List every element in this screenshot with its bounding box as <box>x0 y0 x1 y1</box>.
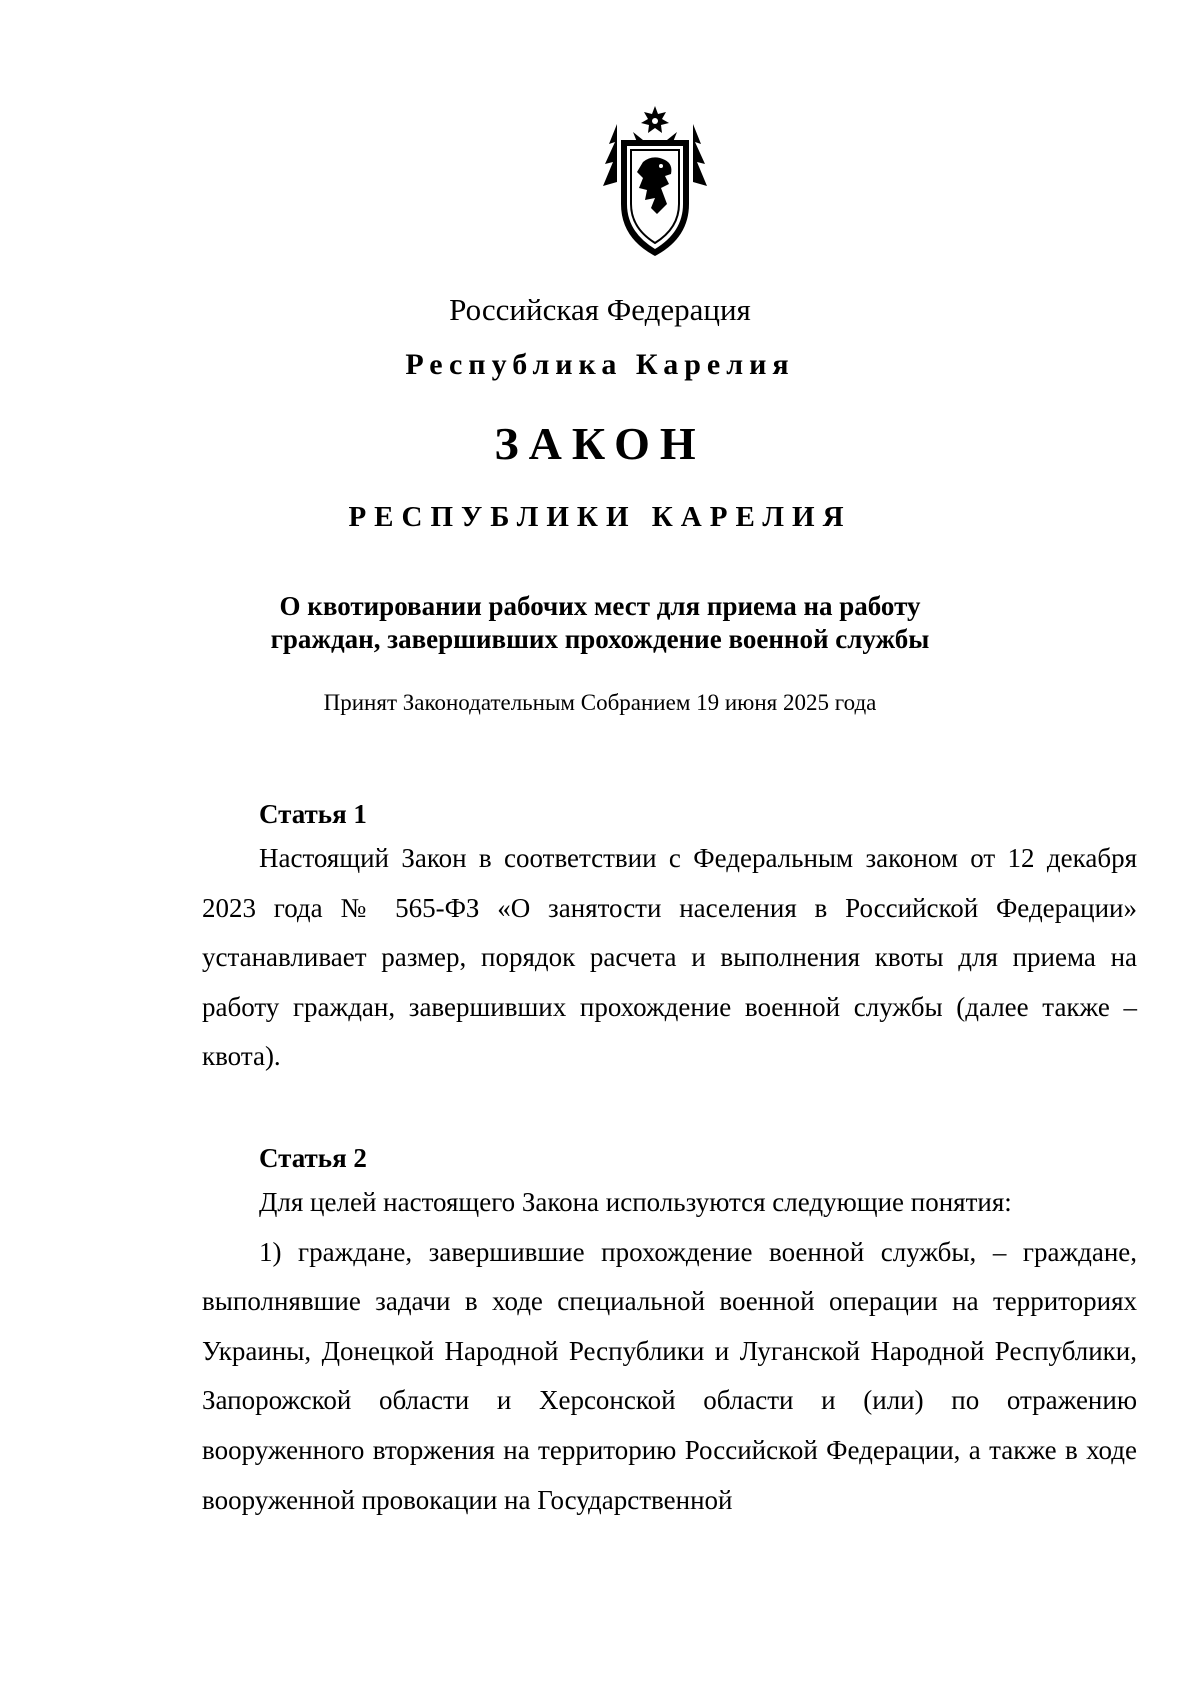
article-1 <box>202 794 1137 1082</box>
article-paragraph: 1) граждане, завершившие прохождение военной службы, – граждане, выполнявшие задачи в ходе специальной военной операции на территориях Украины, Донецкой Народной Республики и Луганской Народной Республики, Запорожской области и Херсонской области и (или) по отражению вооруженного вторжения на территорию Российской Федерации, а также в ходе вооруженной провокации на Государственной <box>202 1236 1137 1515</box>
republic-name: Республика Карелия <box>405 348 795 381</box>
article-paragraph: Настоящий Закон в соответствии с Федеральным законом от 12 декабря 2023 года № 565-ФЗ «О занятости населения в Российской Федерации» устанавливает размер, порядок расчета и выполнения квоты для приема на работу граждан, завершивших прохождение военной службы (далее также – квота). <box>202 843 1137 1072</box>
law-subject <box>0 590 1200 656</box>
adoption-note: Принят Законодательным Собранием 19 июня 2025 года <box>323 690 877 715</box>
law-subject-line-1: О квотировании рабочих мест для приема на работу <box>279 591 921 621</box>
karelia-coat-of-arms-icon <box>595 104 715 259</box>
article-paragraph: Для целей настоящего Закона используются следующие понятия: <box>259 1187 1012 1217</box>
law-subject-line-2: граждан, завершивших прохождение военной службы <box>270 624 930 654</box>
country-name: Российская Федерация <box>449 292 751 327</box>
article-heading: Статья 1 <box>259 799 367 829</box>
law-title: ЗАКОН <box>494 418 706 469</box>
article-2 <box>202 1138 1137 1525</box>
article-heading: Статья 2 <box>259 1143 367 1173</box>
law-subtitle: РЕСПУБЛИКИ КАРЕЛИЯ <box>348 501 852 533</box>
